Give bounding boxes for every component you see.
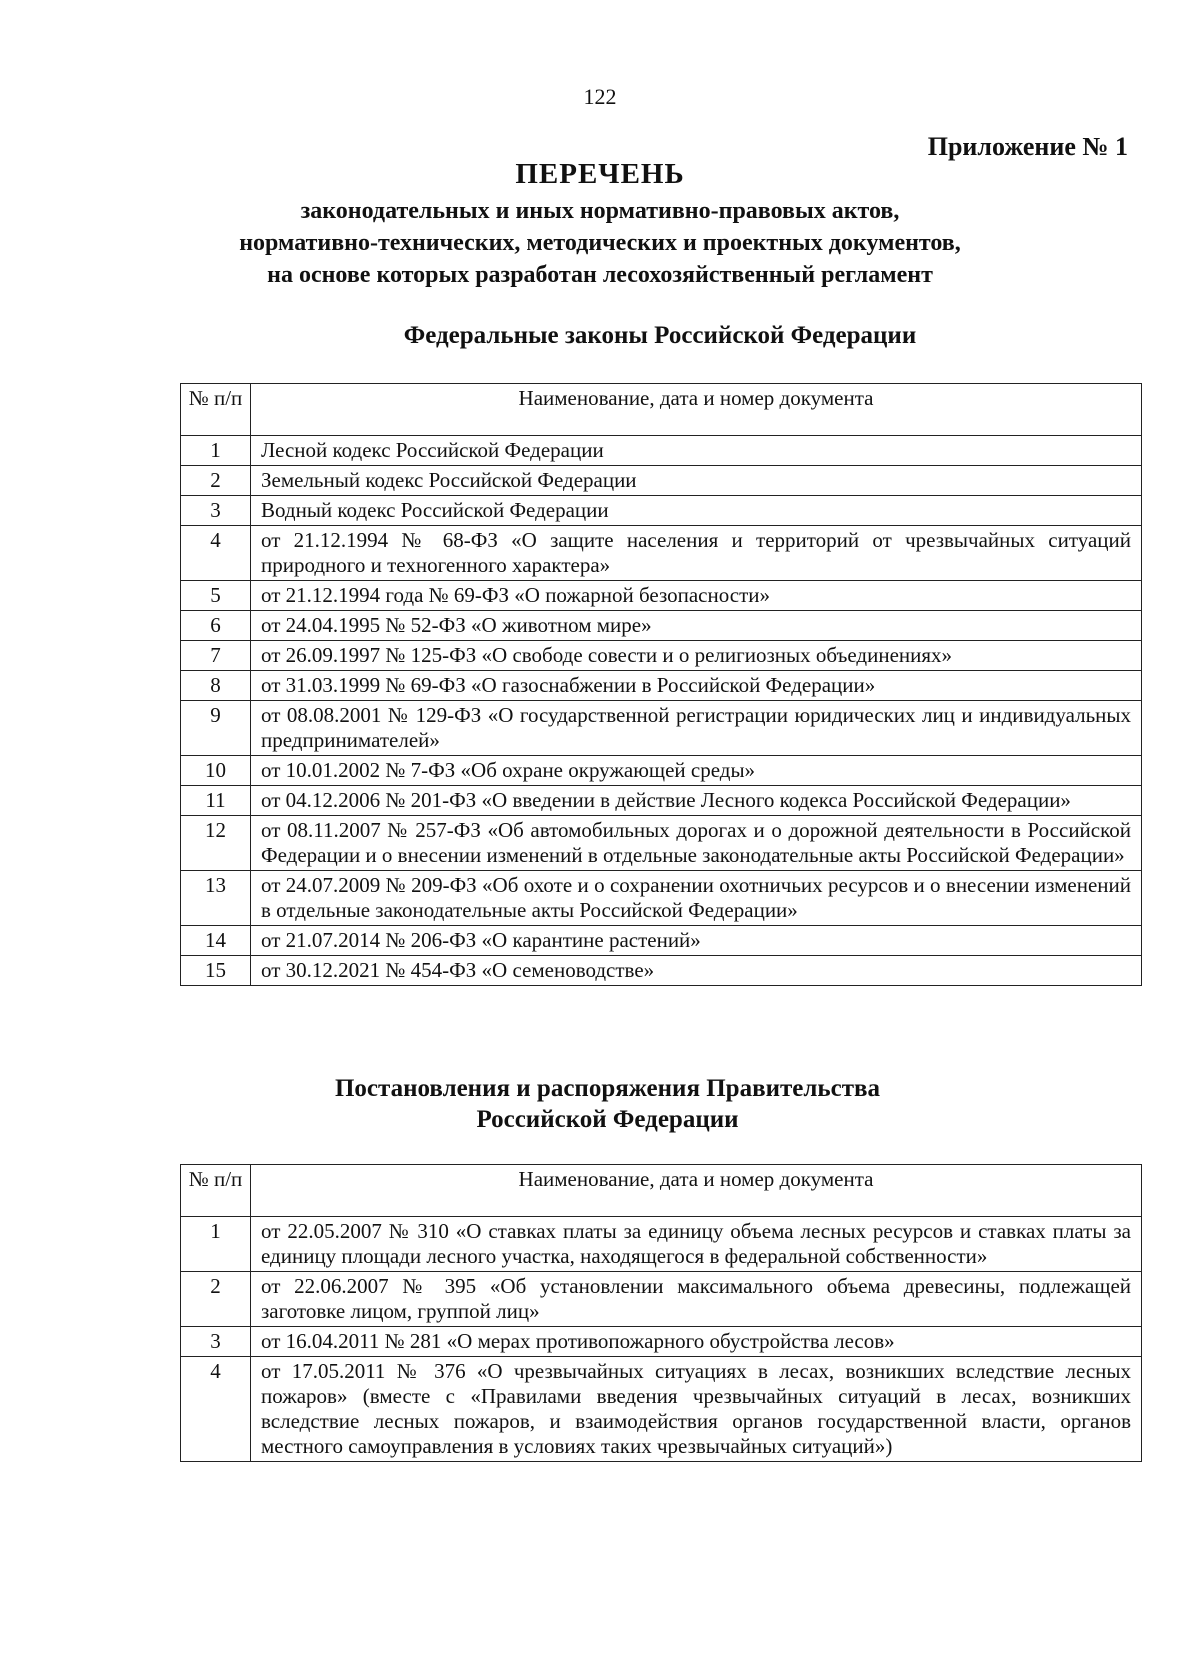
header-name: Наименование, дата и номер документа (251, 1165, 1142, 1217)
government-decrees-table-body (181, 1217, 1142, 1462)
row-number: 12 (181, 816, 251, 871)
row-document-name: от 24.04.1995 № 52-ФЗ «О животном мире» (251, 611, 1142, 641)
row-number: 2 (181, 466, 251, 496)
row-number: 11 (181, 786, 251, 816)
table-row (181, 701, 1142, 756)
row-number: 9 (181, 701, 251, 756)
row-document-name: от 17.05.2011 № 376 «О чрезвычайных ситуациях в лесах, возникших вследствие лесных пожаров» (вместе с «Правилами введения чрезвычайных ситуаций в лесах, возникших вследствие лесных пожаров, и взаимодействия органов государственной власти, органов местного самоуправления в условиях таких чрезвычайных ситуаций») (251, 1357, 1142, 1462)
header-num: № п/п (181, 1165, 251, 1217)
row-number: 1 (181, 1217, 251, 1272)
row-document-name: от 10.01.2002 № 7-ФЗ «Об охране окружающей среды» (251, 756, 1142, 786)
row-number: 2 (181, 1272, 251, 1327)
subtitle-line: законодательных и иных нормативно-правовых актов, (300, 198, 900, 224)
row-document-name: от 21.07.2014 № 206-ФЗ «О карантине растений» (251, 926, 1142, 956)
document-title: ПЕРЕЧЕНЬ (515, 158, 685, 190)
header-num: № п/п (181, 384, 251, 436)
row-number: 3 (181, 1327, 251, 1357)
table-row (181, 816, 1142, 871)
table-row (181, 526, 1142, 581)
table-row (181, 1217, 1142, 1272)
row-document-name: от 31.03.1999 № 69-ФЗ «О газоснабжении в Российской Федерации» (251, 671, 1142, 701)
row-document-name: от 22.05.2007 № 310 «О ставках платы за единицу объема лесных ресурсов и ставках платы за единицу площади лесного участка, находящегося в федеральной собственности» (251, 1217, 1142, 1272)
government-decrees-table (180, 1164, 1142, 1462)
row-document-name: от 24.07.2009 № 209-ФЗ «Об охоте и о сохранении охотничьих ресурсов и о внесении изменений в отдельные законодательные акты Российской Федерации» (251, 871, 1142, 926)
table-row (181, 671, 1142, 701)
row-number: 14 (181, 926, 251, 956)
row-document-name: Водный кодекс Российской Федерации (251, 496, 1142, 526)
federal-laws-table-body (181, 436, 1142, 986)
table-row (181, 466, 1142, 496)
section-heading-line: Российской Федерации (476, 1106, 739, 1133)
appendix-label: Приложение № 1 (927, 132, 1128, 161)
row-number: 1 (181, 436, 251, 466)
table-row (181, 581, 1142, 611)
table-row (181, 786, 1142, 816)
section-heading-government-decrees (0, 1073, 1200, 1135)
table-row (181, 926, 1142, 956)
table-row (181, 641, 1142, 671)
row-document-name: от 22.06.2007 № 395 «Об установлении максимального объема древесины, подлежащей заготовке лицом, группой лиц» (251, 1272, 1142, 1327)
row-document-name: Земельный кодекс Российской Федерации (251, 466, 1142, 496)
row-document-name: от 21.12.1994 года № 69-ФЗ «О пожарной безопасности» (251, 581, 1142, 611)
row-number: 5 (181, 581, 251, 611)
row-document-name: от 16.04.2011 № 281 «О мерах противопожарного обустройства лесов» (251, 1327, 1142, 1357)
row-document-name: Лесной кодекс Российской Федерации (251, 436, 1142, 466)
row-number: 8 (181, 671, 251, 701)
table-row (181, 956, 1142, 986)
subtitle-line: на основе которых разработан лесохозяйственный регламент (267, 262, 933, 288)
table-row (181, 1272, 1142, 1327)
row-document-name: от 21.12.1994 № 68-ФЗ «О защите населения и территорий от чрезвычайных ситуаций природного и техногенного характера» (251, 526, 1142, 581)
row-number: 4 (181, 526, 251, 581)
federal-laws-table (180, 383, 1142, 986)
row-number: 13 (181, 871, 251, 926)
row-number: 4 (181, 1357, 251, 1462)
table-row (181, 871, 1142, 926)
row-document-name: от 04.12.2006 № 201-ФЗ «О введении в действие Лесного кодекса Российской Федерации» (251, 786, 1142, 816)
row-document-name: от 30.12.2021 № 454-ФЗ «О семеноводстве» (251, 956, 1142, 986)
table-row (181, 436, 1142, 466)
table-row (181, 756, 1142, 786)
header-name: Наименование, дата и номер документа (251, 384, 1142, 436)
section-heading-federal-laws: Федеральные законы Российской Федерации (403, 322, 917, 349)
subtitle-line: нормативно-технических, методических и проектных документов, (239, 230, 961, 256)
row-number: 15 (181, 956, 251, 986)
row-number: 6 (181, 611, 251, 641)
row-document-name: от 26.09.1997 № 125-ФЗ «О свободе совести и о религиозных объединениях» (251, 641, 1142, 671)
row-document-name: от 08.11.2007 № 257-ФЗ «Об автомобильных дорогах и о дорожной деятельности в Российской Федерации и о внесении изменений в отдельные законодательные акты Российской Федерации» (251, 816, 1142, 871)
row-number: 10 (181, 756, 251, 786)
table-row (181, 496, 1142, 526)
section-heading-line: Постановления и распоряжения Правительства (334, 1075, 880, 1102)
row-number: 3 (181, 496, 251, 526)
table-row (181, 611, 1142, 641)
table-row (181, 1327, 1142, 1357)
page-number: 122 (583, 84, 617, 109)
document-subtitle (0, 195, 1200, 291)
table-row (181, 1357, 1142, 1462)
row-number: 7 (181, 641, 251, 671)
row-document-name: от 08.08.2001 № 129-ФЗ «О государственной регистрации юридических лиц и индивидуальных предпринимателей» (251, 701, 1142, 756)
